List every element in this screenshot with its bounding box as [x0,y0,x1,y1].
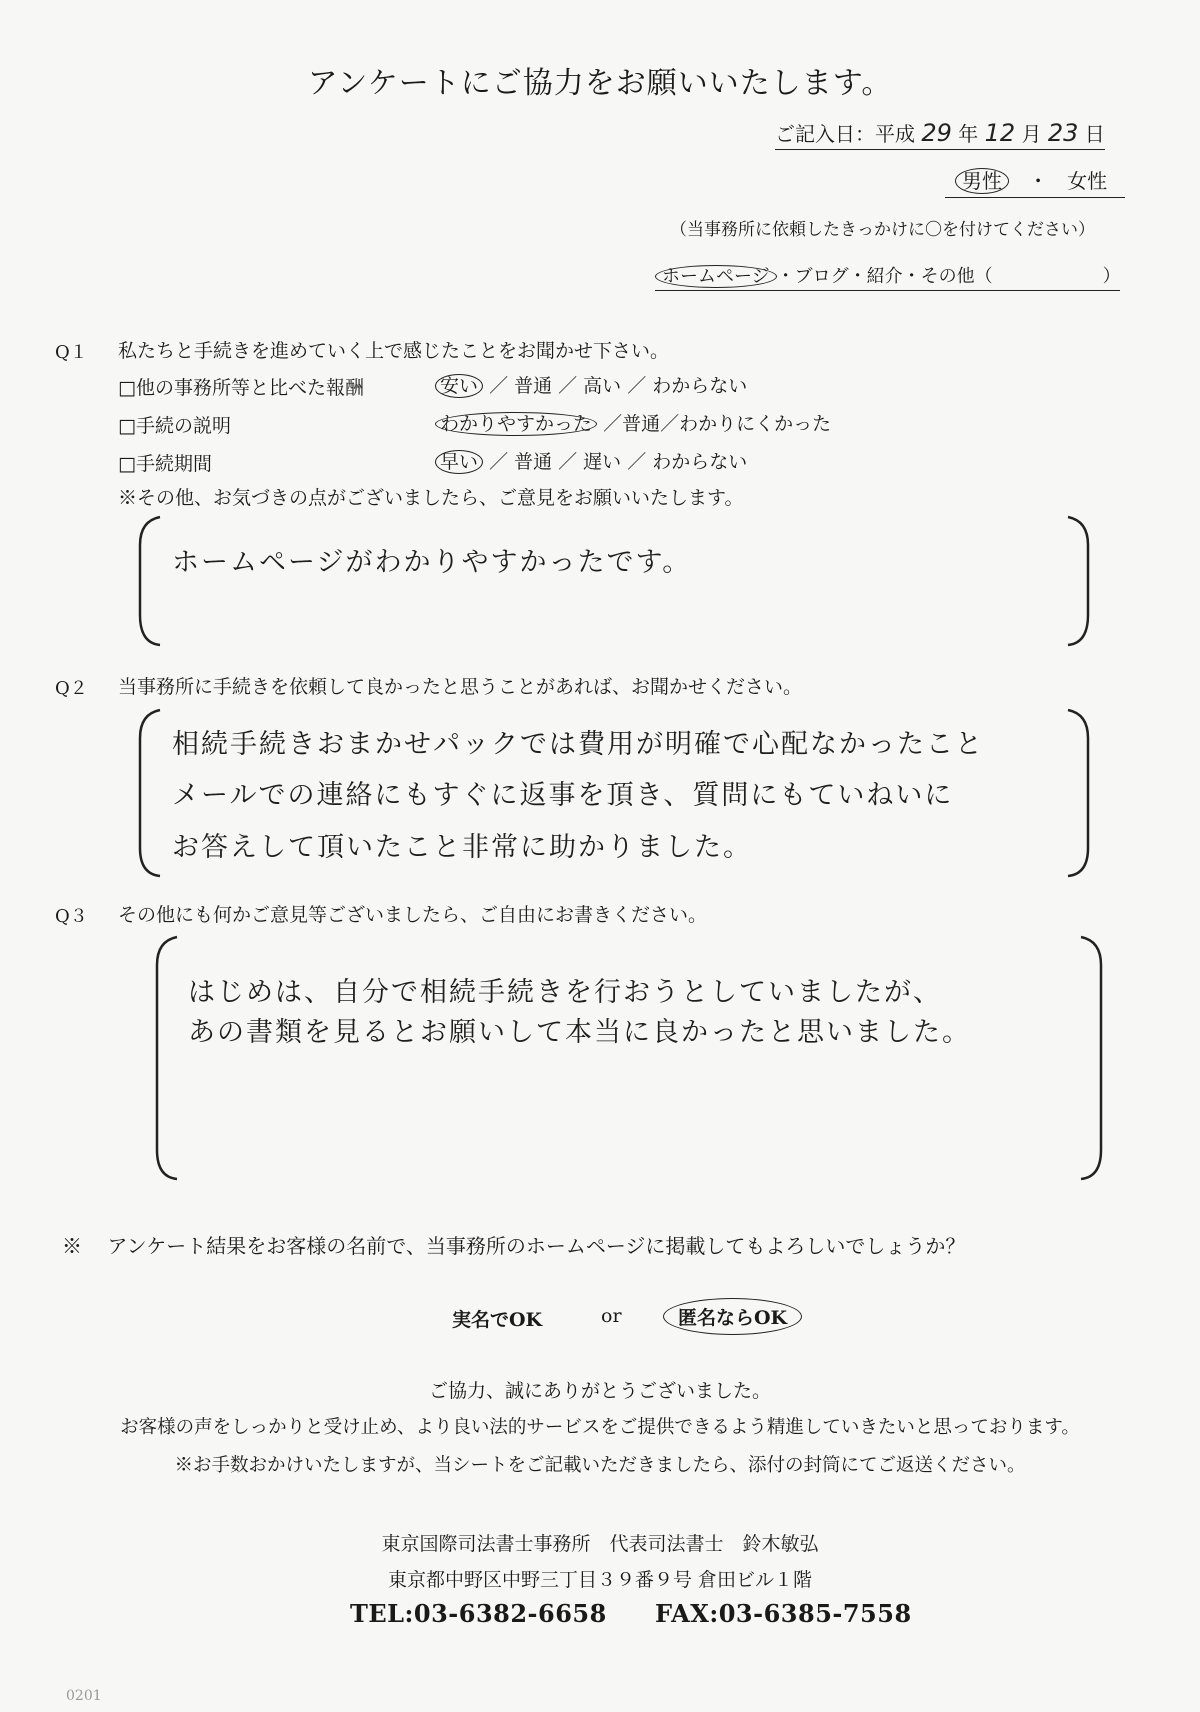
office-address: 東京都中野区中野三丁目３９番９号 倉田ビル１階 [387,1569,813,1591]
q1-fee-selected: 安い [435,374,483,398]
date-year: 29 [921,119,952,147]
q1-answer-line-1: ホームページがわかりやすかったです。 [172,547,692,578]
q1-item-period-options [435,447,747,474]
reason-homepage-circled: ホームページ [655,265,777,288]
reason-options [655,262,1120,291]
q2-answer-line-1: 相続手続きおまかせパックでは費用が明確で心配なかったこと [172,729,984,760]
consent-real-name: 実名でOK [452,1309,543,1331]
thanks-line-3: ※お手数おかけいたしますが、当シートをご記載いただきましたら、添付の封筒にてご返送ください。 [174,1455,1026,1476]
q1-explain-rest: ／普通／わかりにくかった [603,413,832,435]
consent-anonymous-circled: 匿名ならOK [663,1298,802,1335]
date-month: 12 [984,119,1016,147]
q1-item-fee-options [435,371,747,398]
office-tel: TEL:03-6382-6658 [350,1599,607,1628]
reason-note: （当事務所に依頼したきっかけに〇を付けてください） [670,220,1095,240]
gender-selection [945,165,1125,198]
thanks-line-1: ご協力、誠にありがとうございました。 [428,1380,771,1402]
q1-note: ※その他、お気づきの点がございましたら、ご意見をお願いいたします。 [118,487,744,509]
q1-period-selected: 早い [435,450,483,474]
q3-number: Q３ [55,906,88,927]
consent-mark: ※ [62,1234,82,1258]
consent-or: or [601,1305,622,1327]
date-month-unit: 月 [1021,122,1042,146]
office-fax: FAX:03-6385-7558 [655,1599,912,1628]
q3-question: その他にも何かご意見等ございましたら、ご自由にお書きください。 [118,904,708,926]
reason-close: ） [1102,266,1121,287]
q3-answer-line-1: はじめは、自分で相続手続きを行おうとしていましたが、 [188,977,942,1008]
q3-answer-line-2: あの書類を見るとお願いして本当に良かったと思いました。 [188,1017,971,1048]
q1-item-explain-label: □手続の説明 [118,415,231,437]
q2-number: Q２ [55,678,88,699]
q1-fee-rest: ／ 普通 ／ 高い ／ わからない [489,375,748,397]
date-label: ご記入日：平成 [775,122,915,146]
consent-question [62,1230,965,1259]
q1-answer-brackets [138,515,1090,647]
gender-separator: ・ [1028,169,1049,193]
gender-male-circled: 男性 [955,168,1009,194]
thanks-line-2: お客様の声をしっかりと受け止め、より良い法的サービスをご提供できるよう精進していきたいと思っております。 [120,1417,1080,1438]
gender-female: 女性 [1067,169,1108,193]
q2-answer-line-2: メールでの連絡にもすぐに返事を頂き、質問にもていねいに [172,780,954,811]
q1-answer-box [138,515,1090,647]
survey-title: アンケートにご協力をお願いいたします。 [307,66,893,101]
q2-question: 当事務所に手続きを依頼して良かったと思うことがあれば、お聞かせください。 [118,676,803,698]
q1-item-fee-label: □他の事務所等と比べた報酬 [118,377,364,399]
reason-rest: ・ブログ・紹介・その他（ [776,266,993,287]
q1-item-explain-options [435,409,831,436]
q1-item-period-label: □手続期間 [118,453,212,475]
q2-answer-line-3: お答えして頂いたこと非常に助かりました。 [172,832,752,863]
date-year-unit: 年 [958,122,979,146]
corner-stamp: 0201 [66,1688,102,1704]
consent-text: アンケート結果をお客様の名前で、当事務所のホームページに掲載してもよろしいでしょうか？ [107,1234,966,1258]
q1-explain-selected: わかりやすかった [435,412,597,436]
q1-question: 私たちと手続きを進めていく上で感じたことをお聞かせ下さい。 [118,340,670,362]
date-day: 23 [1047,119,1079,147]
q1-number: Q１ [55,342,88,363]
date-day-unit: 日 [1084,122,1105,146]
q1-period-rest: ／ 普通 ／ 遅い ／ わからない [489,451,748,473]
office-name: 東京国際司法書士事務所 代表司法書士 鈴木敏弘 [381,1533,819,1555]
entry-date [775,118,1105,150]
